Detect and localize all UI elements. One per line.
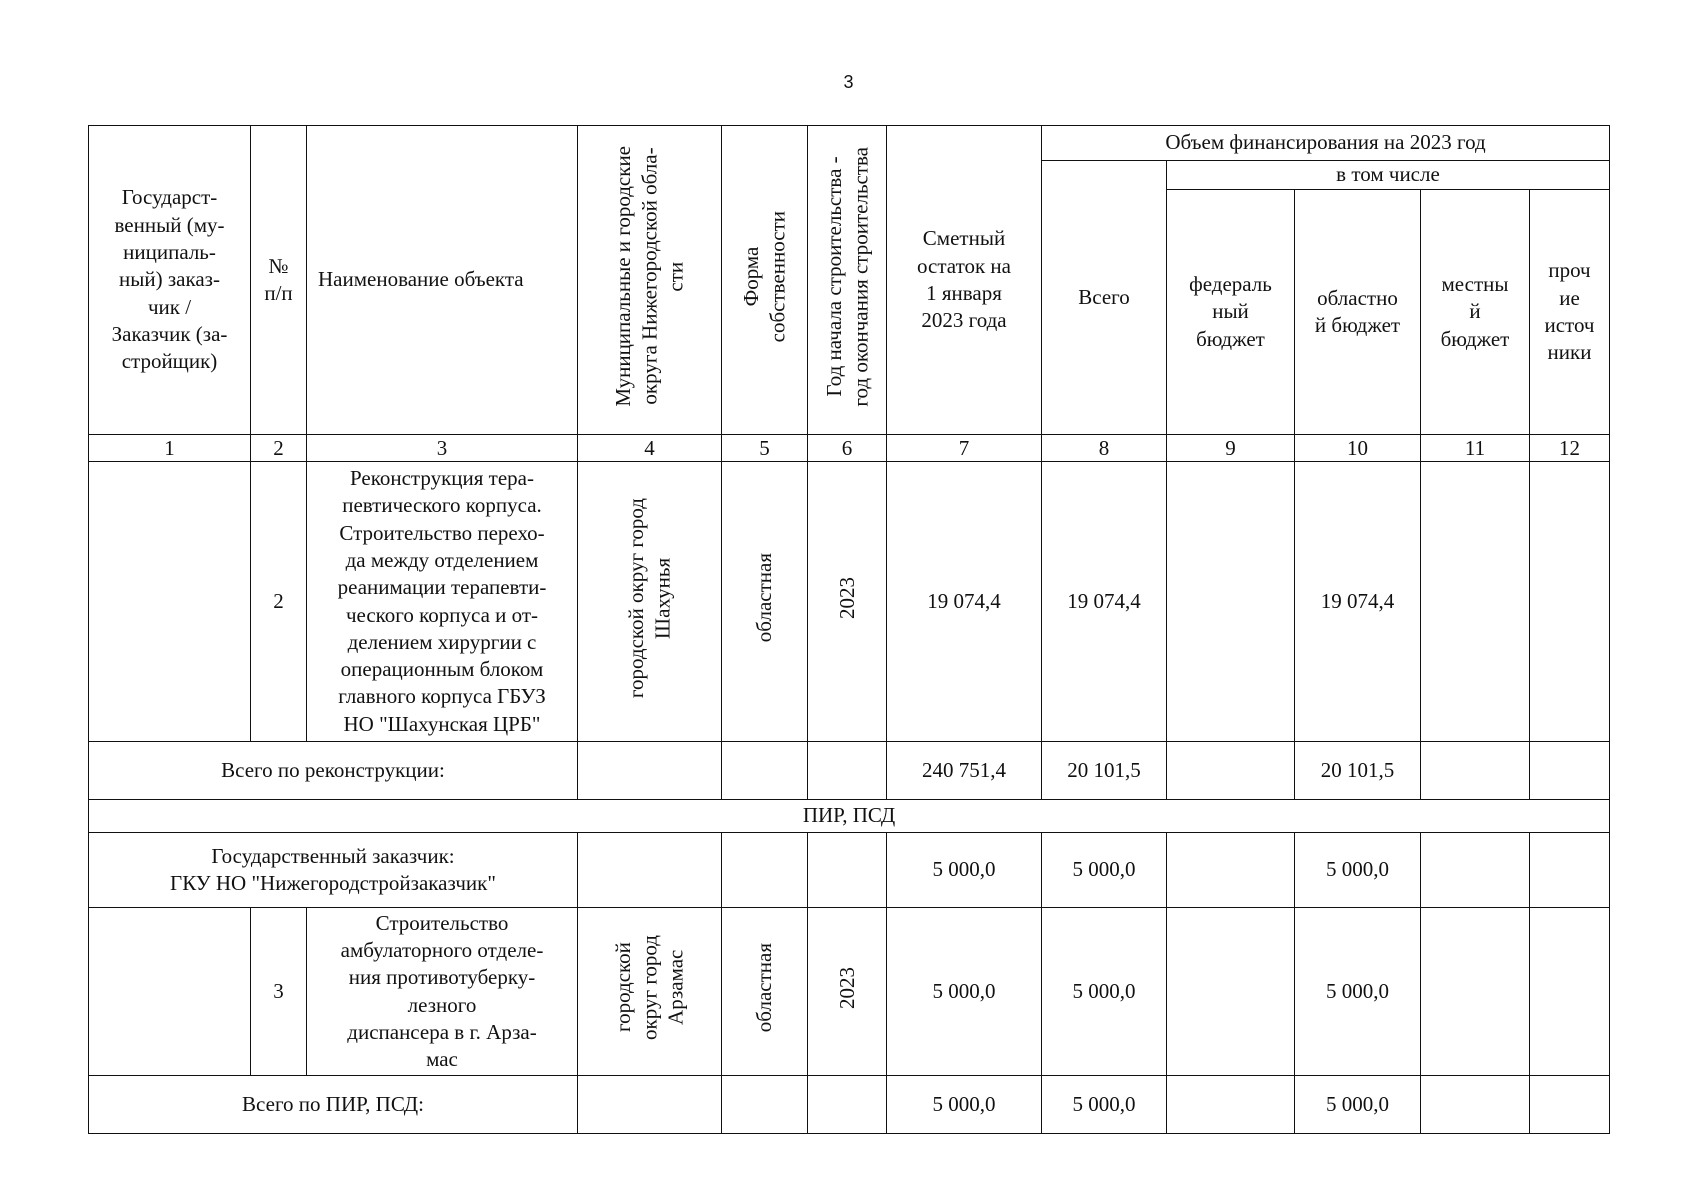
total-pir-federal — [1167, 1076, 1295, 1134]
header-ownership-text: Форма собственности — [739, 210, 790, 343]
item-regional: 19 074,4 — [1295, 462, 1421, 742]
table-row-total-reconstruction — [89, 742, 1610, 800]
table-row-customer — [89, 833, 1610, 908]
total-reconstruction-total: 20 101,5 — [1042, 742, 1167, 800]
item-federal — [1167, 908, 1295, 1076]
item-municipality — [578, 908, 722, 1076]
column-number: 2 — [251, 435, 307, 462]
item-ownership — [722, 908, 808, 1076]
total-reconstruction-regional: 20 101,5 — [1295, 742, 1421, 800]
item-local — [1421, 462, 1530, 742]
empty-cell — [808, 833, 887, 908]
header-local: местны й бюджет — [1421, 190, 1530, 435]
header-including: в том числе — [1167, 161, 1610, 190]
customer-regional: 5 000,0 — [1295, 833, 1421, 908]
total-pir-other — [1530, 1076, 1610, 1134]
column-number: 9 — [1167, 435, 1295, 462]
section-title: ПИР, ПСД — [89, 800, 1610, 833]
header-object-name: Наименование объекта — [307, 126, 578, 435]
item-customer-cell — [89, 908, 251, 1076]
item-year — [808, 462, 887, 742]
item-year-text: 2023 — [834, 576, 859, 619]
total-pir-total: 5 000,0 — [1042, 1076, 1167, 1134]
header-funding-title: Объем финансирования на 2023 год — [1042, 126, 1610, 161]
item-federal — [1167, 462, 1295, 742]
column-number: 4 — [578, 435, 722, 462]
column-numbers-row — [89, 435, 1610, 462]
empty-cell — [578, 1076, 722, 1134]
empty-cell — [808, 1076, 887, 1134]
item-year-text: 2023 — [834, 966, 859, 1009]
column-number: 1 — [89, 435, 251, 462]
section-row-pir — [89, 800, 1610, 833]
item-municipality-text: городской округ город Шахунья — [624, 497, 675, 698]
item-name: Реконструкция тера- певтического корпуса. Строительство перехо- да между отделением реанимации терапевти- ческого корпуса и от- делением хирургии с операционным блоком главного корпуса ГБУЗ НО "Шахунская ЦРБ" — [307, 462, 578, 742]
funding-table — [88, 125, 1610, 1134]
column-number: 10 — [1295, 435, 1421, 462]
customer-label: Государственный заказчик: ГКУ НО "Нижегородстройзаказчик" — [89, 833, 578, 908]
item-ownership-text: областная — [752, 943, 777, 1033]
column-number: 3 — [307, 435, 578, 462]
header-years — [808, 126, 887, 435]
item-total: 5 000,0 — [1042, 908, 1167, 1076]
header-estimate: Сметный остаток на 1 января 2023 года — [887, 126, 1042, 435]
item-estimate: 5 000,0 — [887, 908, 1042, 1076]
column-number: 11 — [1421, 435, 1530, 462]
column-number: 5 — [722, 435, 808, 462]
customer-estimate: 5 000,0 — [887, 833, 1042, 908]
total-pir-regional: 5 000,0 — [1295, 1076, 1421, 1134]
column-number: 12 — [1530, 435, 1610, 462]
total-reconstruction-other — [1530, 742, 1610, 800]
header-total: Всего — [1042, 161, 1167, 435]
header-federal: федераль ный бюджет — [1167, 190, 1295, 435]
item-municipality-text: городской округ город Арзамас — [611, 935, 688, 1041]
empty-cell — [578, 742, 722, 800]
column-number: 6 — [808, 435, 887, 462]
customer-federal — [1167, 833, 1295, 908]
total-pir-label: Всего по ПИР, ПСД: — [89, 1076, 578, 1134]
header-row-1 — [89, 126, 1610, 161]
table-row-item-3 — [89, 908, 1610, 1076]
customer-local — [1421, 833, 1530, 908]
item-regional: 5 000,0 — [1295, 908, 1421, 1076]
page-number: 3 — [843, 72, 854, 92]
empty-cell — [722, 742, 808, 800]
total-reconstruction-estimate: 240 751,4 — [887, 742, 1042, 800]
empty-cell — [722, 833, 808, 908]
header-number: № п/п — [251, 126, 307, 435]
header-regional: областно й бюджет — [1295, 190, 1421, 435]
item-other — [1530, 908, 1610, 1076]
table-row-item-2 — [89, 462, 1610, 742]
total-pir-local — [1421, 1076, 1530, 1134]
empty-cell — [722, 1076, 808, 1134]
column-number: 8 — [1042, 435, 1167, 462]
total-reconstruction-local — [1421, 742, 1530, 800]
item-ownership-text: областная — [752, 553, 777, 643]
header-customer: Государст- венный (му- ниципаль- ный) заказ- чик / Заказчик (за- стройщик) — [89, 126, 251, 435]
total-reconstruction-label: Всего по реконструкции: — [89, 742, 578, 800]
empty-cell — [808, 742, 887, 800]
header-municipality — [578, 126, 722, 435]
customer-total: 5 000,0 — [1042, 833, 1167, 908]
header-years-text: Год начала строительства - год окончания строительства — [821, 146, 872, 407]
header-other: проч ие источ ники — [1530, 190, 1610, 435]
item-total: 19 074,4 — [1042, 462, 1167, 742]
item-other — [1530, 462, 1610, 742]
header-municipality-text: Муниципальные и городские округа Нижегородской обла- сти — [611, 146, 688, 407]
item-year — [808, 908, 887, 1076]
customer-other — [1530, 833, 1610, 908]
item-ownership — [722, 462, 808, 742]
column-number: 7 — [887, 435, 1042, 462]
empty-cell — [578, 833, 722, 908]
header-ownership — [722, 126, 808, 435]
item-number: 3 — [251, 908, 307, 1076]
item-municipality — [578, 462, 722, 742]
table-row-total-pir — [89, 1076, 1610, 1134]
total-reconstruction-federal — [1167, 742, 1295, 800]
item-estimate: 19 074,4 — [887, 462, 1042, 742]
item-local — [1421, 908, 1530, 1076]
item-name: Строительство амбулаторного отделе- ния противотуберку- лезного диспансера в г. Арза- мас — [307, 908, 578, 1076]
item-number: 2 — [251, 462, 307, 742]
item-customer-cell — [89, 462, 251, 742]
total-pir-estimate: 5 000,0 — [887, 1076, 1042, 1134]
